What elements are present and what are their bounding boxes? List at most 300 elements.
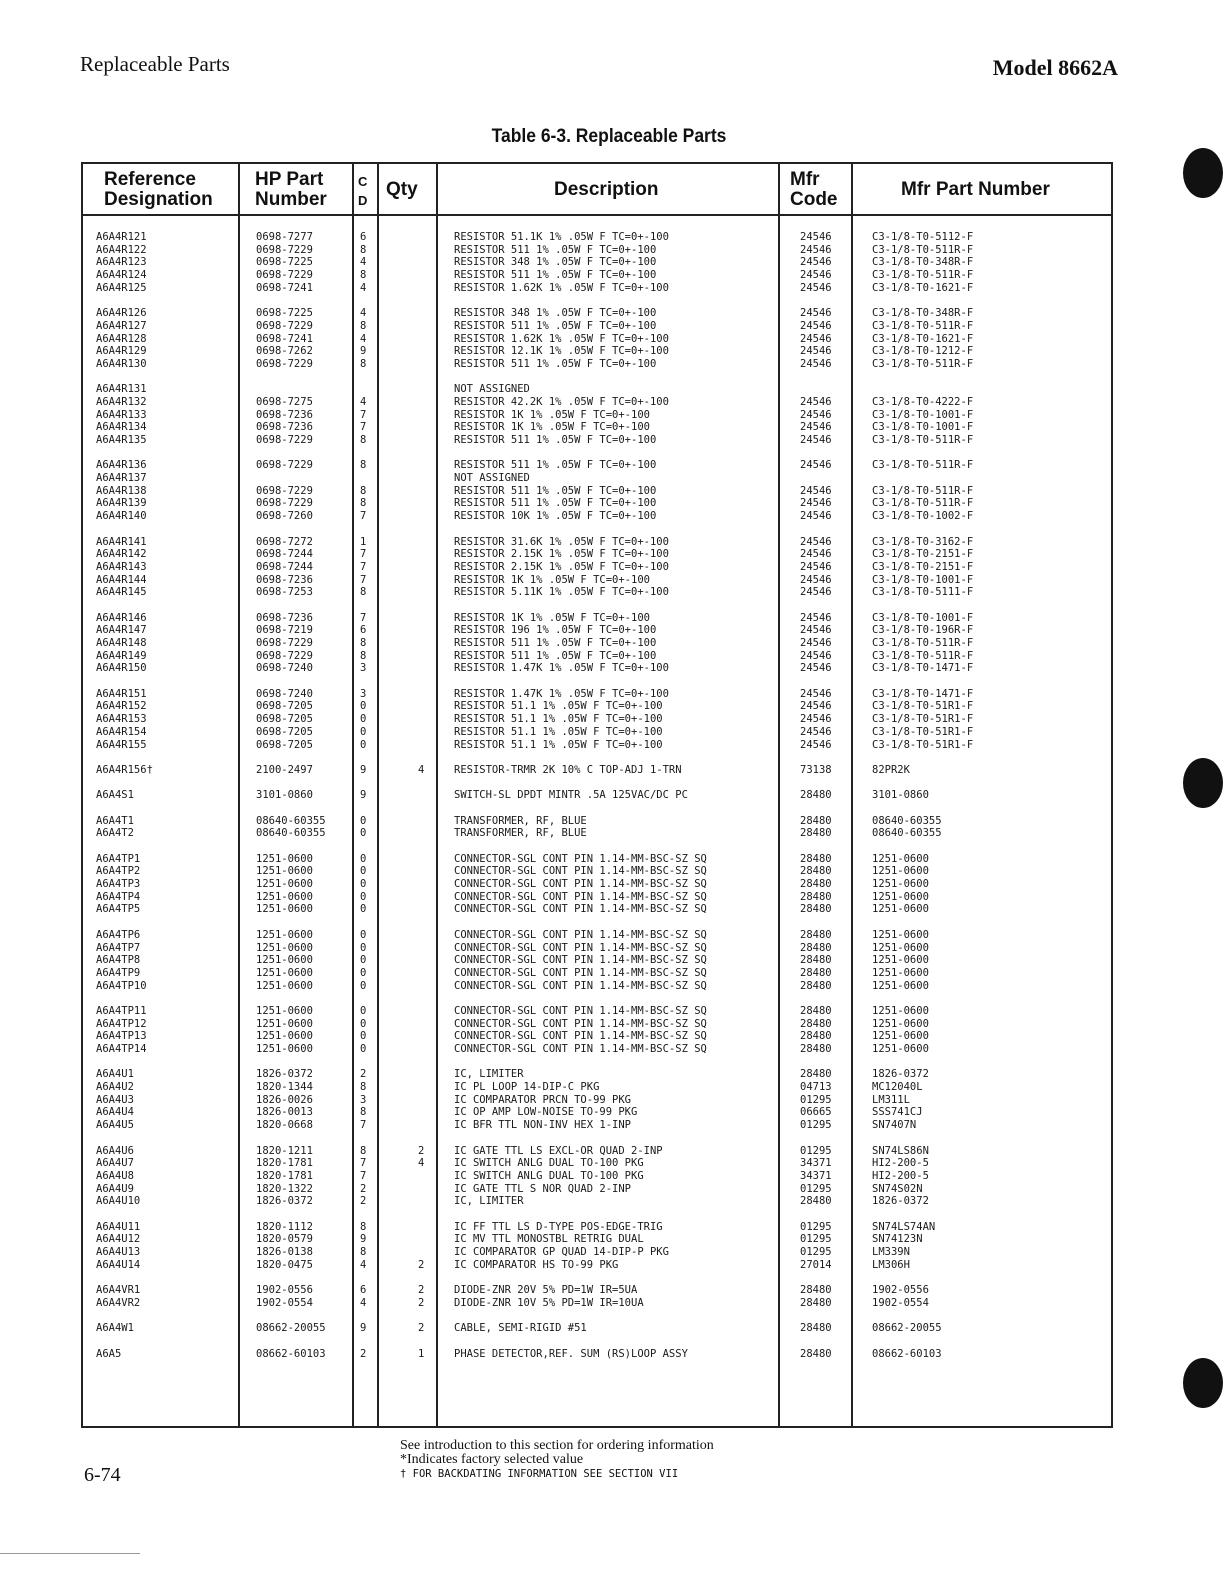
- cell-cd: 0: [360, 827, 367, 840]
- cell-desc: RESISTOR 51.1 1% .05W F TC=0+-100: [454, 738, 663, 751]
- cell-desc: CONNECTOR-SGL CONT PIN 1.14-MM-BSC-SZ SQ: [454, 1043, 707, 1055]
- group-spacer: [418, 751, 424, 764]
- cell-cd: 0: [360, 928, 367, 941]
- footer-notes: [400, 1439, 714, 1481]
- group-spacer: [454, 1132, 707, 1145]
- cell-hp: 0698-7229: [256, 649, 313, 662]
- group-spacer: [800, 751, 832, 764]
- group-spacer: [418, 802, 424, 815]
- cell-cd: 0: [360, 941, 367, 954]
- cell-desc: RESISTOR 42.2K 1% .05W F TC=0+-100: [454, 395, 669, 408]
- cell-code: 34371: [800, 1157, 832, 1170]
- cell-desc: CONNECTOR-SGL CONT PIN 1.14-MM-BSC-SZ SQ: [454, 1017, 707, 1030]
- group-spacer: [872, 840, 973, 853]
- cell-hp: 0698-7229: [256, 637, 313, 649]
- cell-mpn: 08640-60355: [872, 814, 942, 827]
- cell-ref: A6A4R144: [96, 573, 147, 586]
- cell-cd: 0: [360, 1017, 367, 1030]
- footer-backdating-note: † FOR BACKDATING INFORMATION SEE SECTION VII: [400, 1468, 679, 1480]
- cell-qty: [418, 624, 424, 637]
- cell-qty: [418, 967, 424, 980]
- cell-code: 24546: [800, 434, 832, 446]
- cell-mpn: 08662-60103: [872, 1347, 942, 1360]
- cell-code: 28480: [800, 890, 832, 903]
- group-spacer: [872, 1132, 973, 1145]
- cell-ref: A6A4U7: [96, 1157, 134, 1170]
- cell-mpn: HI2-200-5: [872, 1169, 929, 1182]
- cell-cd: 4: [360, 332, 367, 345]
- cell-code: 24546: [800, 243, 832, 256]
- cell-mpn: 1251-0600: [872, 954, 929, 967]
- cell-hp: 0698-7229: [256, 319, 313, 332]
- group-spacer: [872, 992, 973, 1005]
- cell-ref: A6A4R124: [96, 269, 147, 282]
- group-spacer: [800, 523, 832, 536]
- group-spacer: [360, 599, 366, 612]
- cell-mpn: SN74LS86N: [872, 1144, 929, 1157]
- cell-mpn: LM339N: [872, 1246, 910, 1258]
- cell-mpn: C3-1/8-T0-511R-F: [872, 319, 974, 332]
- cell-cd: 8: [360, 649, 367, 662]
- cell-mpn: C3-1/8-T0-51R1-F: [872, 738, 974, 751]
- cell-hp: 1251-0600: [256, 1017, 313, 1030]
- cell-desc: SWITCH-SL DPDT MINTR .5A 125VAC/DC PC: [454, 789, 688, 802]
- cell-ref: A6A4TP6: [96, 928, 141, 941]
- cell-qty: [418, 942, 424, 955]
- group-spacer: [454, 1335, 707, 1348]
- cell-cd: 8: [360, 319, 367, 332]
- cell-mpn: C3-1/8-T0-511R-F: [872, 484, 974, 497]
- footer-factory-note: *Indicates factory selected value: [400, 1452, 584, 1467]
- cell-hp: 0698-7262: [256, 345, 313, 358]
- cell-mpn: C3-1/8-T0-1001-F: [872, 573, 974, 586]
- group-spacer: [872, 599, 973, 612]
- cell-mpn: C3-1/8-T0-1001-F: [872, 408, 974, 421]
- cell-qty: 1: [418, 1347, 425, 1360]
- cell-ref: A6A4R139: [96, 497, 147, 510]
- cell-mpn: 1251-0600: [872, 865, 929, 878]
- cell-desc: RESISTOR 51.1 1% .05W F TC=0+-100: [454, 700, 663, 713]
- cell-hp: 1826-0138: [256, 1246, 313, 1258]
- cell-code: 24546: [800, 510, 832, 523]
- cell-desc: NOT ASSIGNED: [454, 383, 530, 396]
- group-spacer: [872, 294, 973, 307]
- group-spacer: [360, 1309, 366, 1322]
- group-spacer: [360, 840, 366, 853]
- cell-cd: 7: [360, 1157, 367, 1170]
- cell-hp: 08662-20055: [256, 1322, 326, 1335]
- cell-ref: A6A4R153: [96, 713, 147, 726]
- cell-desc: RESISTOR 1.62K 1% .05W F TC=0+-100: [454, 281, 669, 294]
- group-spacer: [256, 1056, 326, 1069]
- group-spacer: [256, 599, 326, 612]
- cell-cd: 7: [360, 560, 367, 573]
- cell-ref: A6A4TP11: [96, 1004, 147, 1017]
- cell-code: 24546: [800, 586, 832, 599]
- cell-code: 24546: [800, 357, 832, 370]
- cell-code: 01295: [800, 1119, 832, 1132]
- cell-mpn: 1826-0372: [872, 1195, 929, 1208]
- cell-ref: A6A4TP2: [96, 865, 141, 878]
- cell-qty: [418, 320, 424, 333]
- group-spacer: [96, 1335, 153, 1348]
- group-spacer: [418, 1208, 424, 1221]
- cell-desc: RESISTOR-TRMR 2K 10% C TOP-ADJ 1-TRN: [454, 763, 682, 776]
- group-spacer: [800, 1208, 832, 1221]
- column-hp-part-number: [256, 231, 326, 1360]
- cell-hp: 0698-7236: [256, 611, 313, 624]
- cell-hp: 0698-7277: [256, 231, 313, 243]
- cell-ref: A6A4TP5: [96, 903, 141, 916]
- group-spacer: [872, 1208, 973, 1221]
- cell-qty: [418, 1030, 424, 1043]
- group-spacer: [256, 1271, 326, 1284]
- cell-hp: 0698-7244: [256, 560, 313, 573]
- cell-qty: [418, 574, 424, 587]
- column-mfr-part-number: [872, 231, 973, 1360]
- cell-ref: A6A4W1: [96, 1322, 134, 1335]
- group-spacer: [256, 1335, 326, 1348]
- cell-code: 24546: [800, 725, 832, 738]
- cell-mpn: C3-1/8-T0-348R-F: [872, 307, 974, 320]
- cell-cd: 4: [360, 1296, 367, 1309]
- cell-mpn: C3-1/8-T0-511R-F: [872, 243, 974, 256]
- cell-desc: TRANSFORMER, RF, BLUE: [454, 814, 587, 827]
- group-spacer: [800, 1335, 832, 1348]
- cell-code: 34371: [800, 1169, 832, 1182]
- cell-hp: 0698-7225: [256, 307, 313, 320]
- group-spacer: [96, 1309, 153, 1322]
- group-spacer: [360, 777, 366, 790]
- column-header-description: Description: [554, 179, 659, 200]
- cell-code: 24546: [800, 662, 832, 675]
- cell-hp: 0698-7205: [256, 700, 313, 713]
- cell-desc: RESISTOR 1.47K 1% .05W F TC=0+-100: [454, 687, 669, 700]
- group-spacer: [360, 294, 366, 307]
- cell-code: [800, 383, 832, 396]
- cell-mpn: C3-1/8-T0-51R1-F: [872, 713, 974, 726]
- cell-code: 28480: [800, 789, 832, 802]
- cell-desc: NOT ASSIGNED: [454, 472, 530, 485]
- group-spacer: [256, 294, 326, 307]
- cell-qty: [418, 1221, 424, 1234]
- cell-qty: [418, 726, 424, 739]
- cell-mpn: C3-1/8-T0-3162-F: [872, 535, 974, 548]
- cell-ref: A6A4U12: [96, 1233, 141, 1246]
- cell-hp: [256, 472, 326, 485]
- group-spacer: [418, 1132, 424, 1145]
- cell-desc: RESISTOR 348 1% .05W F TC=0+-100: [454, 256, 657, 269]
- cell-code: 24546: [800, 395, 832, 408]
- cell-mpn: 1251-0600: [872, 878, 929, 891]
- cell-ref: A6A4R142: [96, 548, 147, 561]
- cell-cd: 7: [360, 408, 367, 421]
- group-spacer: [800, 371, 832, 384]
- running-header-section: Replaceable Parts: [80, 52, 230, 76]
- cell-hp: 0698-7240: [256, 662, 313, 675]
- cell-ref: A6A4R123: [96, 256, 147, 269]
- cell-qty: [418, 1094, 424, 1107]
- cell-qty: [418, 878, 424, 891]
- cell-cd: 8: [360, 497, 367, 510]
- cell-desc: CONNECTOR-SGL CONT PIN 1.14-MM-BSC-SZ SQ: [454, 890, 707, 903]
- cell-ref: A6A4U11: [96, 1220, 141, 1233]
- cell-ref: A6A4R122: [96, 243, 147, 256]
- group-spacer: [454, 840, 707, 853]
- cell-mpn: 1251-0600: [872, 928, 929, 941]
- cell-mpn: C3-1/8-T0-1621-F: [872, 281, 974, 294]
- cell-qty: [418, 586, 424, 599]
- group-spacer: [256, 992, 326, 1005]
- cell-desc: RESISTOR 1.47K 1% .05W F TC=0+-100: [454, 662, 669, 675]
- cell-qty: [418, 459, 424, 472]
- cell-qty: [418, 307, 424, 320]
- group-spacer: [96, 599, 153, 612]
- cell-hp: 1251-0600: [256, 954, 313, 967]
- cell-desc: IC COMPARATOR HS TO-99 PKG: [454, 1258, 619, 1271]
- cell-code: 28480: [800, 954, 832, 967]
- cell-mpn: C3-1/8-T0-1212-F: [872, 345, 974, 358]
- cell-hp: 1902-0556: [256, 1284, 313, 1297]
- cell-cd: 7: [360, 1119, 367, 1132]
- binder-hole-mark: [1183, 148, 1223, 198]
- group-spacer: [800, 916, 832, 929]
- cell-mpn: 3101-0860: [872, 789, 929, 802]
- group-spacer: [96, 916, 153, 929]
- cell-ref: A6A4R148: [96, 637, 147, 649]
- cell-code: 24546: [800, 256, 832, 269]
- cell-qty: [418, 713, 424, 726]
- cell-desc: RESISTOR 12.1K 1% .05W F TC=0+-100: [454, 345, 669, 358]
- cell-ref: A6A4U10: [96, 1195, 141, 1208]
- cell-desc: CONNECTOR-SGL CONT PIN 1.14-MM-BSC-SZ SQ: [454, 954, 707, 967]
- cell-cd: 9: [360, 345, 367, 358]
- group-spacer: [256, 840, 326, 853]
- cell-desc: RESISTOR 511 1% .05W F TC=0+-100: [454, 459, 657, 472]
- cell-hp: 1251-0600: [256, 928, 313, 941]
- cell-ref: A6A4R133: [96, 408, 147, 421]
- column-cd: [360, 231, 366, 1360]
- cell-hp: 0698-7229: [256, 434, 313, 446]
- group-spacer: [96, 1056, 153, 1069]
- cell-qty: [418, 231, 424, 244]
- group-spacer: [454, 675, 707, 688]
- binder-hole-mark: [1183, 758, 1223, 808]
- cell-cd: 8: [360, 1081, 367, 1094]
- group-spacer: [256, 751, 326, 764]
- cell-cd: 8: [360, 269, 367, 282]
- cell-mpn: [872, 472, 973, 485]
- group-spacer: [96, 802, 153, 815]
- cell-code: 01295: [800, 1246, 832, 1258]
- cell-desc: IC GATE TTL LS EXCL-OR QUAD 2-INP: [454, 1144, 663, 1157]
- group-spacer: [360, 1208, 366, 1221]
- cell-qty: [418, 1195, 424, 1208]
- cell-code: 01295: [800, 1220, 832, 1233]
- cell-hp: 0698-7275: [256, 395, 313, 408]
- cell-qty: [418, 827, 424, 840]
- cell-cd: 8: [360, 243, 367, 256]
- group-spacer: [800, 675, 832, 688]
- group-spacer: [418, 371, 424, 384]
- column-mfr-code: [800, 231, 832, 1360]
- cell-desc: RESISTOR 511 1% .05W F TC=0+-100: [454, 243, 657, 256]
- cell-qty: [418, 853, 424, 866]
- cell-hp: 0698-7229: [256, 497, 313, 510]
- cell-hp: 1251-0600: [256, 890, 313, 903]
- cell-mpn: LM306H: [872, 1258, 910, 1271]
- group-spacer: [256, 371, 326, 384]
- group-spacer: [872, 675, 973, 688]
- cell-cd: 2: [360, 1068, 367, 1081]
- cell-hp: 0698-7229: [256, 357, 313, 370]
- cell-qty: [418, 510, 424, 523]
- cell-hp: 1826-0026: [256, 1093, 313, 1106]
- cell-code: 28480: [800, 1004, 832, 1017]
- cell-qty: [418, 409, 424, 422]
- cell-qty: [418, 739, 424, 752]
- cell-hp: 0698-7229: [256, 484, 313, 497]
- cell-mpn: C3-1/8-T0-51R1-F: [872, 725, 974, 738]
- group-spacer: [360, 523, 366, 536]
- cell-ref: A6A4R151: [96, 687, 147, 700]
- group-spacer: [800, 992, 832, 1005]
- cell-code: 28480: [800, 979, 832, 992]
- cell-qty: [418, 536, 424, 549]
- cell-ref: A6A4U13: [96, 1246, 141, 1258]
- cell-mpn: C3-1/8-T0-511R-F: [872, 637, 974, 649]
- group-spacer: [360, 802, 366, 815]
- cell-cd: 2: [360, 1182, 367, 1195]
- cell-cd: [360, 472, 366, 485]
- group-spacer: [256, 1208, 326, 1221]
- cell-code: 27014: [800, 1258, 832, 1271]
- cell-qty: 4: [418, 1157, 425, 1170]
- cell-hp: 08640-60355: [256, 814, 326, 827]
- group-spacer: [96, 751, 153, 764]
- group-spacer: [360, 992, 366, 1005]
- cell-cd: 4: [360, 395, 367, 408]
- cell-qty: [418, 472, 424, 485]
- cell-hp: 1826-0372: [256, 1068, 313, 1081]
- cell-code: 24546: [800, 345, 832, 358]
- group-spacer: [96, 371, 153, 384]
- cell-cd: 3: [360, 1093, 367, 1106]
- cell-hp: 0698-7253: [256, 586, 313, 599]
- group-spacer: [418, 777, 424, 790]
- cell-cd: 8: [360, 1106, 367, 1119]
- cell-cd: 0: [360, 865, 367, 878]
- group-spacer: [256, 675, 326, 688]
- cell-hp: 1820-1322: [256, 1182, 313, 1195]
- cell-desc: CONNECTOR-SGL CONT PIN 1.14-MM-BSC-SZ SQ: [454, 878, 707, 891]
- cell-ref: A6A4TP1: [96, 852, 141, 865]
- cell-desc: CABLE, SEMI-RIGID #51: [454, 1322, 587, 1335]
- cell-cd: 6: [360, 624, 367, 637]
- table-title: Table 6-3. Replaceable Parts: [491, 126, 727, 147]
- cell-mpn: C3-1/8-T0-5112-F: [872, 231, 974, 243]
- group-spacer: [800, 294, 832, 307]
- cell-mpn: SN74LS74AN: [872, 1220, 936, 1233]
- cell-hp: 1826-0013: [256, 1106, 313, 1119]
- cell-qty: [418, 1233, 424, 1246]
- group-spacer: [418, 523, 424, 536]
- group-spacer: [872, 1309, 973, 1322]
- group-spacer: [872, 1271, 973, 1284]
- cell-ref: A6A4TP4: [96, 890, 141, 903]
- cell-hp: 0698-7241: [256, 281, 313, 294]
- cell-desc: RESISTOR 511 1% .05W F TC=0+-100: [454, 319, 657, 332]
- cell-code: 24546: [800, 687, 832, 700]
- cell-hp: 0698-7236: [256, 408, 313, 421]
- cell-ref: A6A4R149: [96, 649, 147, 662]
- cell-hp: 1820-1781: [256, 1157, 313, 1170]
- cell-mpn: 1251-0600: [872, 1004, 929, 1017]
- cell-ref: A6A4R147: [96, 624, 147, 637]
- cell-ref: A6A4VR1: [96, 1284, 141, 1297]
- cell-mpn: 1251-0600: [872, 979, 929, 992]
- cell-ref: A6A4R141: [96, 535, 147, 548]
- group-spacer: [872, 751, 973, 764]
- cell-hp: 1820-1781: [256, 1169, 313, 1182]
- cell-desc: RESISTOR 10K 1% .05W F TC=0+-100: [454, 510, 657, 523]
- cell-ref: A6A4R156†: [96, 763, 153, 776]
- cell-mpn: C3-1/8-T0-4222-F: [872, 395, 974, 408]
- cell-desc: DIODE-ZNR 20V 5% PD=1W IR=5UA: [454, 1284, 638, 1297]
- cell-ref: A6A4R146: [96, 611, 147, 624]
- group-spacer: [360, 751, 366, 764]
- cell-code: 01295: [800, 1093, 832, 1106]
- cell-cd: [360, 383, 366, 396]
- cell-code: 28480: [800, 878, 832, 891]
- column-qty: [418, 231, 424, 1360]
- cell-cd: 8: [360, 1246, 367, 1258]
- group-spacer: [872, 523, 973, 536]
- cell-qty: [418, 485, 424, 498]
- cell-qty: [418, 244, 424, 257]
- column-header-hp-part: HP Part Number: [255, 169, 327, 210]
- cell-mpn: C3-1/8-T0-511R-F: [872, 497, 974, 510]
- cell-ref: A6A4U2: [96, 1081, 134, 1094]
- group-spacer: [872, 1056, 973, 1069]
- group-spacer: [256, 447, 326, 460]
- cell-hp: 1251-0600: [256, 966, 313, 979]
- group-spacer: [256, 1309, 326, 1322]
- cell-cd: 6: [360, 1284, 367, 1297]
- cell-ref: A6A4TP12: [96, 1017, 147, 1030]
- cell-hp: 0698-7272: [256, 535, 313, 548]
- cell-code: 24546: [800, 332, 832, 345]
- cell-hp: 1251-0600: [256, 852, 313, 865]
- footer-ordering-note: See introduction to this section for ordering information: [400, 1438, 714, 1453]
- group-spacer: [256, 523, 326, 536]
- cell-hp: 0698-7229: [256, 269, 313, 282]
- cell-qty: 2: [418, 1144, 425, 1157]
- group-spacer: [96, 992, 153, 1005]
- cell-ref: A6A4R128: [96, 332, 147, 345]
- cell-hp: 08662-60103: [256, 1347, 326, 1360]
- cell-ref: A6A4TP13: [96, 1030, 147, 1043]
- group-spacer: [418, 675, 424, 688]
- group-spacer: [360, 1056, 366, 1069]
- cell-desc: RESISTOR 1K 1% .05W F TC=0+-100: [454, 611, 650, 624]
- group-spacer: [800, 599, 832, 612]
- group-spacer: [418, 1271, 424, 1284]
- group-spacer: [418, 1335, 424, 1348]
- group-spacer: [800, 1271, 832, 1284]
- cell-mpn: C3-1/8-T0-1471-F: [872, 687, 974, 700]
- cell-hp: 1251-0600: [256, 878, 313, 891]
